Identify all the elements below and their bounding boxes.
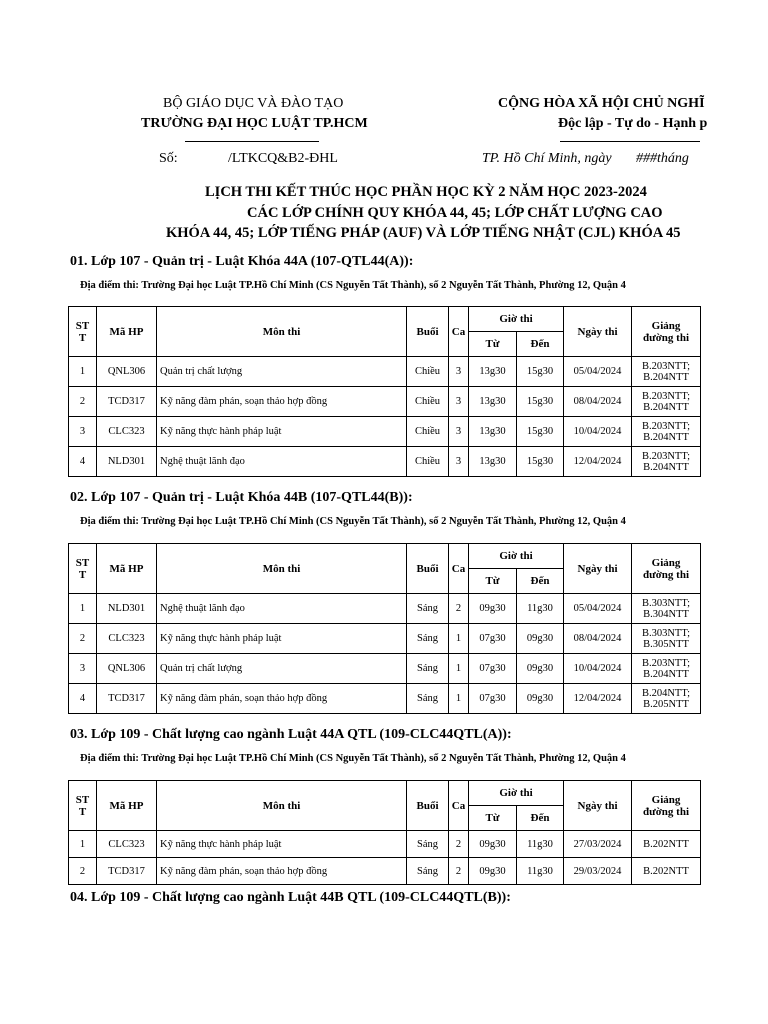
title-line-2: CÁC LỚP CHÍNH QUY KHÓA 44, 45; LỚP CHẤT LƯỢNG CAO [247,205,663,221]
column-header-to: Đến [517,806,564,831]
cell-to: 15g30 [517,417,564,447]
cell-code: QNL306 [97,654,157,684]
column-header-subject: Môn thi [157,781,407,831]
cell-shift: 2 [449,831,469,858]
cell-room: B.202NTT [632,831,701,858]
table-row [69,654,701,684]
cell-from: 07g30 [469,624,517,654]
cell-room: B.203NTT; B.204NTT [632,447,701,477]
cell-subject: Kỹ năng thực hành pháp luật [157,831,407,858]
table-row [69,417,701,447]
cell-date: 12/04/2024 [564,447,632,477]
column-header-from: Từ [469,569,517,594]
cell-room: B.303NTT; B.304NTT [632,594,701,624]
cell-to: 11g30 [517,858,564,885]
cell-stt: 2 [69,387,97,417]
column-header-time: Giờ thi [469,781,564,806]
cell-room: B.202NTT [632,858,701,885]
column-header-from: Từ [469,332,517,357]
column-header-time: Giờ thi [469,544,564,569]
venue-text: Địa điểm thi: Trường Đại học Luật TP.Hồ Chí Minh (CS Nguyễn Tất Thành), số 2 Nguyễn Tất Thành, Phường 12, Quận 4 [80,280,626,291]
cell-room: B.303NTT; B.305NTT [632,624,701,654]
cell-shift: 3 [449,387,469,417]
column-header-date: Ngày thi [564,781,632,831]
cell-to: 15g30 [517,447,564,477]
cell-code: CLC323 [97,417,157,447]
cell-shift: 3 [449,357,469,387]
cell-from: 07g30 [469,684,517,714]
cell-to: 15g30 [517,357,564,387]
cell-subject: Nghệ thuật lãnh đạo [157,594,407,624]
table-row [69,684,701,714]
cell-date: 08/04/2024 [564,624,632,654]
column-header-course-code: Mã HP [97,781,157,831]
cell-stt: 1 [69,357,97,387]
column-header-shift: Ca [449,781,469,831]
cell-subject: Kỹ năng đàm phán, soạn thảo hợp đồng [157,684,407,714]
cell-to: 09g30 [517,624,564,654]
cell-room: B.203NTT; B.204NTT [632,654,701,684]
venue-text: Địa điểm thi: Trường Đại học Luật TP.Hồ Chí Minh (CS Nguyễn Tất Thành), số 2 Nguyễn Tất Thành, Phường 12, Quận 4 [80,753,626,764]
cell-subject: Kỹ năng thực hành pháp luật [157,624,407,654]
cell-session: Sáng [407,831,449,858]
cell-session: Sáng [407,858,449,885]
doc-number: /LTKCQ&B2-ĐHL [228,151,338,166]
table-row [69,447,701,477]
table-row [69,624,701,654]
cell-to: 09g30 [517,654,564,684]
cell-shift: 1 [449,654,469,684]
cell-subject: Kỹ năng đàm phán, soạn thảo hợp đồng [157,387,407,417]
column-header-from: Từ [469,806,517,831]
column-header-stt: ST T [69,544,97,594]
column-header-date: Ngày thi [564,544,632,594]
column-header-session: Buổi [407,781,449,831]
cell-stt: 2 [69,858,97,885]
cell-room: B.203NTT; B.204NTT [632,387,701,417]
cell-session: Chiều [407,387,449,417]
cell-room: B.203NTT; B.204NTT [632,417,701,447]
cell-shift: 2 [449,858,469,885]
venue-text: Địa điểm thi: Trường Đại học Luật TP.Hồ Chí Minh (CS Nguyễn Tất Thành), số 2 Nguyễn Tất Thành, Phường 12, Quận 4 [80,516,626,527]
date-placeholder: ###tháng [636,151,689,166]
place-date: TP. Hồ Chí Minh, ngày [482,151,612,166]
column-header-subject: Môn thi [157,544,407,594]
table-row [69,387,701,417]
cell-to: 15g30 [517,387,564,417]
column-header-shift: Ca [449,544,469,594]
cell-session: Chiều [407,417,449,447]
cell-from: 07g30 [469,654,517,684]
column-header-course-code: Mã HP [97,544,157,594]
column-header-subject: Môn thi [157,307,407,357]
cell-stt: 1 [69,831,97,858]
cell-from: 13g30 [469,387,517,417]
cell-subject: Quản trị chất lượng [157,357,407,387]
column-header-to: Đến [517,569,564,594]
cell-session: Chiều [407,357,449,387]
cell-from: 13g30 [469,357,517,387]
column-header-session: Buổi [407,544,449,594]
cell-code: NLD301 [97,594,157,624]
column-header-stt: ST T [69,781,97,831]
cell-code: QNL306 [97,357,157,387]
cell-subject: Nghệ thuật lãnh đạo [157,447,407,477]
cell-code: CLC323 [97,831,157,858]
national-motto: Độc lập - Tự do - Hạnh p [558,116,708,131]
cell-date: 10/04/2024 [564,417,632,447]
schedule-table [68,306,701,477]
schedule-table [68,780,701,885]
cell-room: B.204NTT; B.205NTT [632,684,701,714]
cell-from: 13g30 [469,447,517,477]
column-header-session: Buổi [407,307,449,357]
schedule-table [68,543,701,714]
cell-stt: 2 [69,624,97,654]
cell-stt: 1 [69,594,97,624]
column-header-time: Giờ thi [469,307,564,332]
cell-stt: 4 [69,684,97,714]
section-title: 02. Lớp 107 - Quản trị - Luật Khóa 44B (107-QTL44(B)): [70,490,413,505]
cell-code: TCD317 [97,684,157,714]
cell-session: Chiều [407,447,449,477]
table-row [69,357,701,387]
cell-session: Sáng [407,684,449,714]
header-left-underline [185,141,319,142]
column-header-course-code: Mã HP [97,307,157,357]
cell-from: 09g30 [469,858,517,885]
cell-session: Sáng [407,594,449,624]
cell-shift: 1 [449,624,469,654]
ministry-name: BỘ GIÁO DỤC VÀ ĐÀO TẠO [163,96,344,111]
cell-to: 09g30 [517,684,564,714]
cell-to: 11g30 [517,831,564,858]
cell-stt: 4 [69,447,97,477]
republic-title: CỘNG HÒA XÃ HỘI CHỦ NGHĨ [498,96,705,111]
cell-date: 12/04/2024 [564,684,632,714]
cell-date: 29/03/2024 [564,858,632,885]
column-header-stt: ST T [69,307,97,357]
section-title: 03. Lớp 109 - Chất lượng cao ngành Luật 44A QTL (109-CLC44QTL(A)): [70,727,512,742]
table-row [69,858,701,885]
cell-shift: 3 [449,417,469,447]
cell-subject: Quản trị chất lượng [157,654,407,684]
cell-subject: Kỹ năng thực hành pháp luật [157,417,407,447]
cell-room: B.203NTT; B.204NTT [632,357,701,387]
cell-session: Sáng [407,624,449,654]
title-line-1: LỊCH THI KẾT THÚC HỌC PHẦN HỌC KỲ 2 NĂM HỌC 2023-2024 [205,184,647,200]
cell-shift: 3 [449,447,469,477]
title-line-3: KHÓA 44, 45; LỚP TIẾNG PHÁP (AUF) VÀ LỚP TIẾNG NHẬT (CJL) KHÓA 45 [166,225,681,241]
section-title: 04. Lớp 109 - Chất lượng cao ngành Luật 44B QTL (109-CLC44QTL(B)): [70,890,511,905]
column-header-shift: Ca [449,307,469,357]
cell-session: Sáng [407,654,449,684]
cell-subject: Kỹ năng đàm phán, soạn thảo hợp đồng [157,858,407,885]
cell-date: 05/04/2024 [564,594,632,624]
cell-shift: 1 [449,684,469,714]
section-title: 01. Lớp 107 - Quản trị - Luật Khóa 44A (107-QTL44(A)): [70,254,414,269]
doc-number-label: Số: [159,151,178,166]
header-right-underline [560,141,700,142]
column-header-room: Giảng đường thi [632,544,701,594]
cell-from: 13g30 [469,417,517,447]
table-row [69,831,701,858]
cell-stt: 3 [69,417,97,447]
cell-code: NLD301 [97,447,157,477]
column-header-room: Giảng đường thi [632,781,701,831]
cell-from: 09g30 [469,831,517,858]
table-row [69,594,701,624]
cell-shift: 2 [449,594,469,624]
column-header-room: Giảng đường thi [632,307,701,357]
cell-date: 10/04/2024 [564,654,632,684]
university-name: TRƯỜNG ĐẠI HỌC LUẬT TP.HCM [141,116,368,131]
cell-stt: 3 [69,654,97,684]
cell-code: CLC323 [97,624,157,654]
cell-date: 05/04/2024 [564,357,632,387]
cell-code: TCD317 [97,858,157,885]
cell-code: TCD317 [97,387,157,417]
cell-from: 09g30 [469,594,517,624]
cell-date: 27/03/2024 [564,831,632,858]
cell-to: 11g30 [517,594,564,624]
column-header-to: Đến [517,332,564,357]
cell-date: 08/04/2024 [564,387,632,417]
column-header-date: Ngày thi [564,307,632,357]
